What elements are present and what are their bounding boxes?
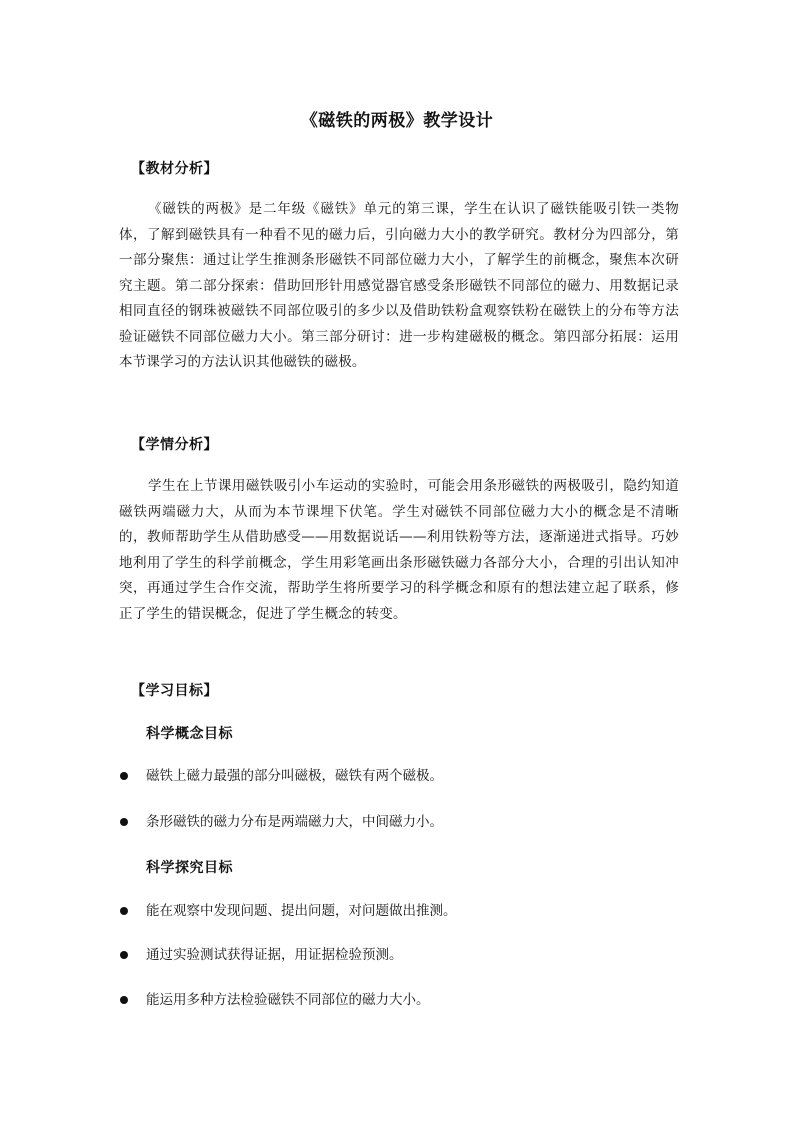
inquiry-goal-item bbox=[120, 990, 430, 1010]
inquiry-goal-text: 能运用多种方法检验磁铁不同部位的磁力大小。 bbox=[146, 992, 430, 1008]
bullet-icon bbox=[120, 772, 128, 780]
bullet-icon bbox=[120, 907, 128, 915]
section-heading-material: 【教材分析】 bbox=[131, 161, 218, 177]
concept-goal-item bbox=[120, 766, 443, 786]
bullet-icon bbox=[120, 951, 128, 959]
inquiry-goal-item bbox=[120, 901, 457, 921]
concept-goal-text: 条形磁铁的磁力分布是两端磁力大，中间磁力小。 bbox=[146, 814, 443, 830]
material-analysis-paragraph: 《磁铁的两极》是二年级《磁铁》单元的第三课，学生在认识了磁铁能吸引铁一类物体，了解到磁铁具有一种看不见的磁力后，引向磁力大小的教学研究。教材分为四部分，第一部分聚焦：通过让学生推测条形磁铁不同部位磁力大小，了解学生的前概念，聚焦本次研究主题。第二部分探索：借助回形针用感觉器官感受条形磁铁不同部位的磁力、用数据记录相同直径的钢珠被磁铁不同部位吸引的多少以及借助铁粉盒观察铁粉在磁铁上的分布等方法验证磁铁不同部位磁力大小。第三部分研讨：进一步构建磁极的概念。第四部分拓展：运用本节课学习的方法认识其他磁铁的磁极。 bbox=[119, 201, 679, 370]
concept-goal-item bbox=[120, 812, 443, 832]
section-heading-students: 【学情分析】 bbox=[131, 437, 218, 453]
bullet-icon bbox=[120, 996, 128, 1004]
bullet-icon bbox=[120, 818, 128, 826]
inquiry-goal-text: 通过实验测试获得证据，用证据检验预测。 bbox=[146, 947, 403, 963]
inquiry-goal-text: 能在观察中发现问题、提出问题，对问题做出推测。 bbox=[146, 903, 457, 919]
student-analysis-paragraph: 学生在上节课用磁铁吸引小车运动的实验时，可能会用条形磁铁的两极吸引，隐约知道磁铁两端磁力大，从而为本节课埋下伏笔。学生对磁铁不同部位磁力大小的概念是不清晰的，教师帮助学生从借助感受——用数据说话——利用铁粉等方法，逐渐递进式指导。巧妙地利用了学生的科学前概念，学生用彩笔画出条形磁铁磁力各部分大小，合理的引出认知冲突，再通过学生合作交流，帮助学生将所要学习的科学概念和原有的想法建立起了联系，修正了学生的错误概念，促进了学生概念的转变。 bbox=[119, 478, 679, 622]
document-title: 《磁铁的两极》教学设计 bbox=[300, 111, 494, 131]
inquiry-goal-item bbox=[120, 945, 403, 965]
inquiry-goals-heading: 科学探究目标 bbox=[146, 860, 233, 876]
concept-goals-heading: 科学概念目标 bbox=[146, 726, 233, 742]
section-heading-goals: 【学习目标】 bbox=[131, 683, 218, 699]
concept-goal-text: 磁铁上磁力最强的部分叫磁极，磁铁有两个磁极。 bbox=[146, 768, 443, 784]
